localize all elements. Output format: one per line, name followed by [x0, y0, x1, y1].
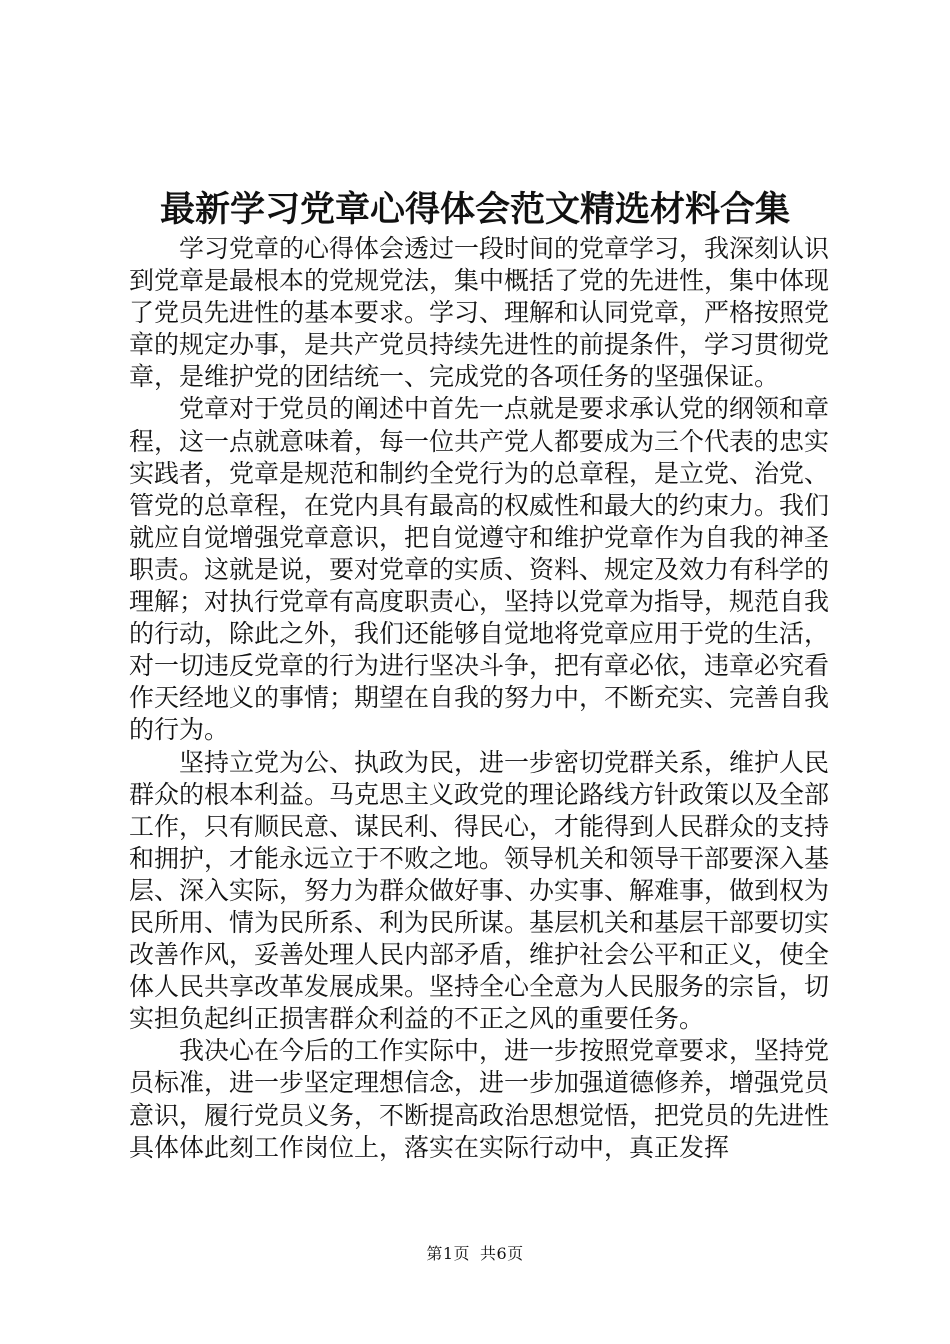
page-total: 共6页	[480, 1244, 524, 1263]
document-title: 最新学习党章心得体会范文精选材料合集	[159, 190, 790, 230]
page-footer	[0, 1244, 950, 1264]
paragraph: 坚持立党为公、执政为民，进一步密切党群关系，维护人民群众的根本利益。马克思主义政党的理论路线方针政策以及全部工作，只有顺民意、谋民利、得民心，才能得到人民群众的支持和拥护，才能永远立于不败之地。领导机关和领导干部要深入基层、深入实际，努力为群众做好事、办实事、解难事，做到权为民所用、情为民所系、利为民所谋。基层机关和基层干部要切实改善作风，妥善处理人民内部矛盾，维护社会公平和正义，使全体人民共享改革发展成果。坚持全心全意为人民服务的宗旨，切实担负起纠正损害群众利益的不正之风的重要任务。	[129, 747, 830, 1034]
page-number: 第1页	[426, 1244, 470, 1263]
paragraph: 党章对于党员的阐述中首先一点就是要求承认党的纲领和章程，这一点就意味着，每一位共产党人都要成为三个代表的忠实实践者，党章是规范和制约全党行为的总章程，是立党、治党、管党的总章程，在党内具有最高的权威性和最大的约束力。我们就应自觉增强党章意识，把自觉遵守和维护党章作为自我的神圣职责。这就是说，要对党章的实质、资料、规定及效力有科学的理解；对执行党章有高度职责心，坚持以党章为指导，规范自我的行动，除此之外，我们还能够自觉地将党章应用于党的生活，对一切违反党章的行为进行坚决斗争，把有章必依，违章必究看作天经地义的事情；期望在自我的努力中，不断充实、完善自我的行为。	[129, 394, 830, 745]
paragraph: 学习党章的心得体会透过一段时间的党章学习，我深刻认识到党章是最根本的党规党法，集中概括了党的先进性，集中体现了党员先进性的基本要求。学习、理解和认同党章，严格按照党章的规定办事，是共产党员持续先进性的前提条件，学习贯彻党章，是维护党的团结统一、完成党的各项任务的坚强保证。	[129, 234, 830, 392]
paragraph: 我决心在今后的工作实际中，进一步按照党章要求，坚持党员标准，进一步坚定理想信念，进一步加强道德修养，增强党员意识，履行党员义务，不断提高政治思想觉悟，把党员的先进性具体体此刻工作岗位上，落实在实际行动中，真正发挥	[129, 1036, 830, 1162]
document-body	[129, 233, 829, 1164]
